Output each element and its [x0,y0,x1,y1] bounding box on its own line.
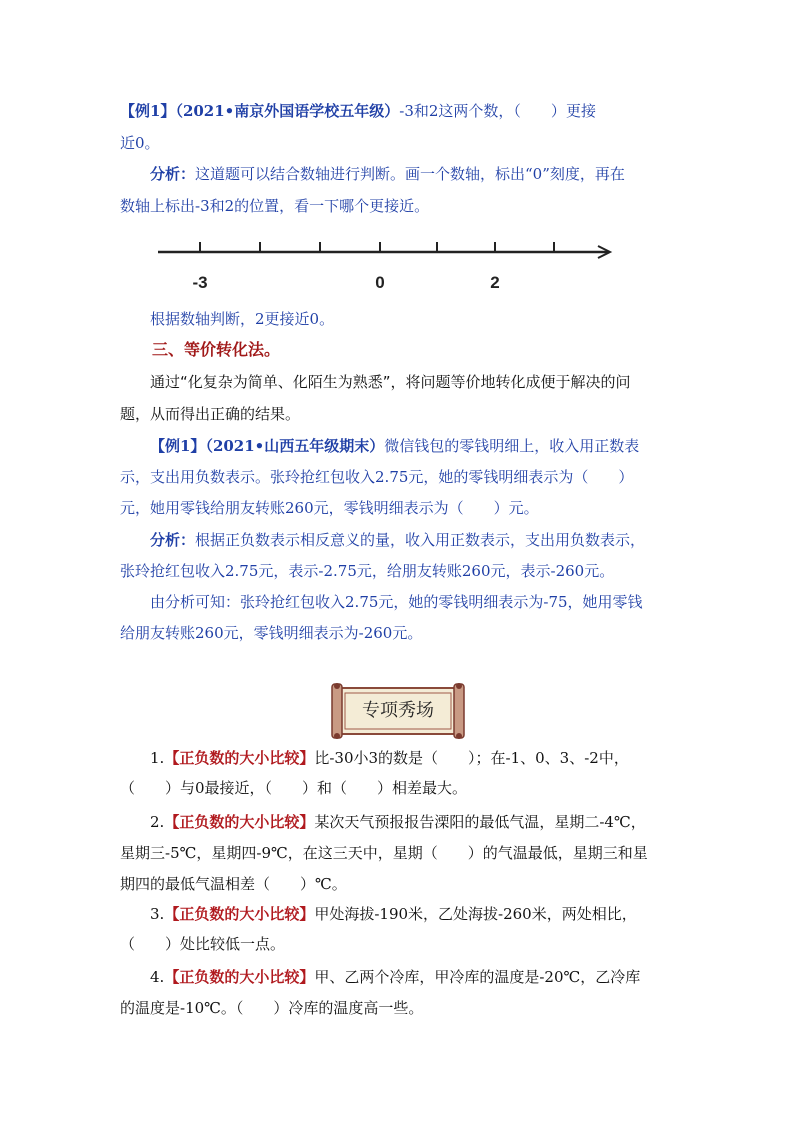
example2-line3: 元，她用零钱给朋友转账260元，零钱明细表示为（ ）元。 [120,499,539,517]
analysis-label: 分析： [150,165,196,183]
question-keyword: 【正负数的大小比较】 [164,905,315,923]
analysis1-line1 [120,158,680,190]
question-text: 比-30小3的数是（ ）；在-1、0、3、-2中， [314,749,629,767]
question-text: 某次天气预报报告溧阳的最低气温，星期二-4℃， [314,813,646,831]
example1-line2: 近0。 [120,134,160,152]
example2-line2: 示，支出用负数表示。张玲抢红包收入2.75元，她的零钱明细表示为（ ） [120,468,634,486]
example1-line1 [120,95,680,127]
example-tag: 【例1】 [150,437,206,455]
analysis-label: 分析： [150,531,196,549]
section-text-line2: 题，从而得出正确的结果。 [120,405,301,423]
question-text: 甲处海拔-190米，乙处海拔-260米，两处相比， [314,905,637,923]
example-text: 微信钱包的零钱明细上，收入用正数表 [384,437,640,455]
question-4-line1 [120,961,680,993]
section-banner [330,682,466,740]
banner-title: 专项秀场 [362,700,434,721]
question-3-line1 [120,898,680,930]
analysis2-line1 [120,524,680,556]
example-source: （2021•山西五年级期末） [205,437,385,455]
question-1-line1 [120,742,680,774]
example-text: -3和2这两个数，（ ）更接 [399,102,596,120]
tick-label-neg3: -3 [192,273,208,292]
question-number: 4. [150,968,165,986]
question-2-line1 [120,806,680,838]
analysis-text: 根据正负数表示相反意义的量，收入用正数表示，支出用负数表示， [195,531,646,549]
question-number: 2. [150,813,165,831]
tick-label-0: 0 [375,273,385,292]
question-text: 甲、乙两个冷库，甲冷库的温度是-20℃，乙冷库 [314,968,641,986]
example2-line1 [120,430,680,462]
example-source: （2021•南京外国语学校五年级） [175,102,400,120]
conclusion1: 根据数轴判断，2更接近0。 [150,310,335,328]
question-1-line2: （ ）与0最接近，（ ）和（ ）相差最大。 [120,779,468,797]
question-2-line2: 星期三-5℃，星期四-9℃，在这三天中，星期（ ）的气温最低，星期三和星 [120,844,648,862]
section-text-line1: 通过“化复杂为简单、化陌生为熟悉”，将问题等价地转化成便于解决的问 [150,373,631,391]
analysis2-line2: 张玲抢红包收入2.75元，表示-2.75元，给朋友转账260元，表示-260元。 [120,562,615,580]
number-line [150,228,630,298]
analysis1-line2: 数轴上标出-3和2的位置，看一下哪个更接近。 [120,197,430,215]
tick-label-2: 2 [490,273,500,292]
question-number: 1. [150,749,165,767]
section-title: 三、等价转化法。 [152,340,281,359]
analysis-text: 这道题可以结合数轴进行判断。画一个数轴，标出“0”刻度，再在 [195,165,625,183]
analysis2-line4: 给朋友转账260元，零钱明细表示为-260元。 [120,624,423,642]
example-tag: 【例1】 [120,102,176,120]
analysis2-line3: 由分析可知：张玲抢红包收入2.75元，她的零钱明细表示为-75，她用零钱 [150,593,643,611]
question-number: 3. [150,905,165,923]
question-keyword: 【正负数的大小比较】 [164,749,315,767]
question-3-line2: （ ）处比较低一点。 [120,935,286,953]
question-keyword: 【正负数的大小比较】 [164,968,315,986]
question-2-line3: 期四的最低气温相差（ ）℃。 [120,875,347,893]
question-keyword: 【正负数的大小比较】 [164,813,315,831]
question-4-line2: 的温度是-10℃。（ ）冷库的温度高一些。 [120,999,424,1017]
